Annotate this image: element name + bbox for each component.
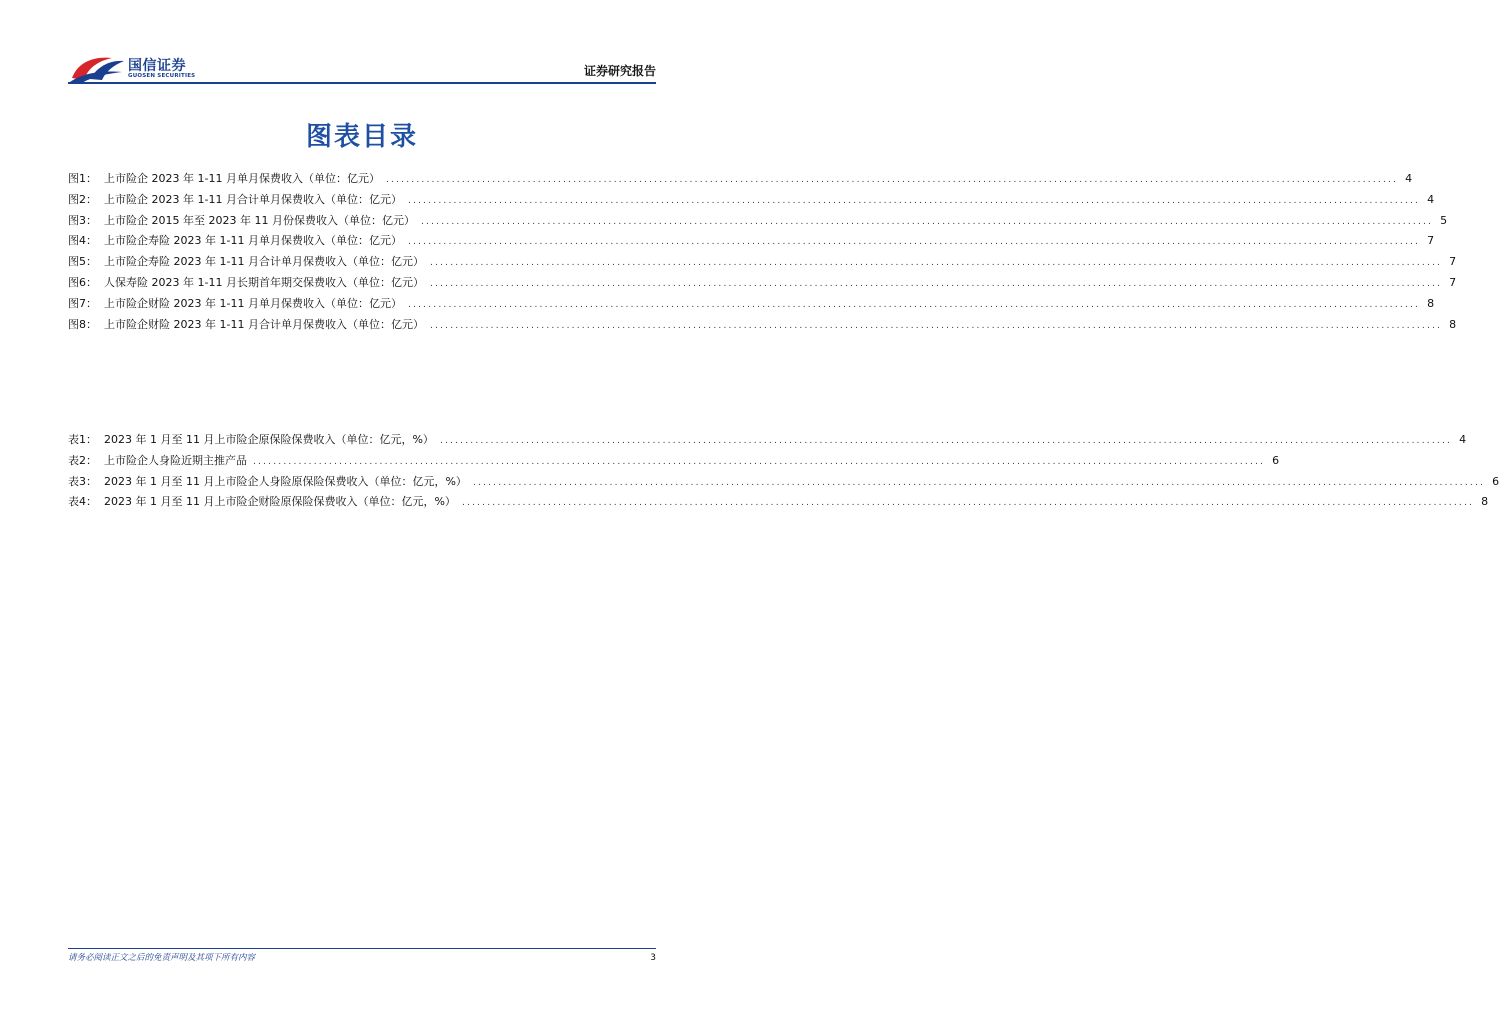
figure-entry[interactable]: [68, 232, 1435, 253]
figure-list: [68, 170, 1457, 336]
report-type-label: 证券研究报告: [583, 64, 656, 78]
dot-leader: ........................................................................................................................................................................................................: [429, 320, 1443, 331]
dot-leader: ........................................................................................................................................................................................................: [407, 195, 1421, 206]
figure-entry-page: 7: [1427, 234, 1435, 248]
figure-entry-page: 4: [1405, 172, 1413, 185]
guosen-logo-icon: [68, 52, 126, 84]
figure-entry-title: 上市险企 2015 年至 2023 年 11 月份保费收入（单位：亿元）: [104, 213, 415, 227]
figure-entry-label: 图8：: [68, 317, 97, 331]
dot-leader: ........................................................................................................................................................................................................: [253, 456, 1266, 467]
logo-chinese-name: 国信证券: [128, 58, 186, 74]
figure-entry[interactable]: [68, 212, 1448, 233]
figure-entry-label: 图2：: [68, 192, 97, 206]
table-entry-page: 8: [1481, 495, 1489, 509]
table-entry-page: 6: [1272, 453, 1280, 467]
figure-entry-title: 上市险企寿险 2023 年 1-11 月单月保费收入（单位：亿元）: [104, 234, 402, 248]
disclaimer-text: 请务必阅读正文之后的免责声明及其项下所有内容: [68, 953, 256, 963]
table-entry-title: 2023 年 1 月至 11 月上市险企原保险保费收入（单位：亿元，%）: [104, 433, 434, 446]
figure-entry-page: 8: [1449, 317, 1457, 331]
table-entry-page: 6: [1492, 474, 1499, 488]
table-entry-title: 2023 年 1 月至 11 月上市险企财险原保险保费收入（单位：亿元，%）: [104, 495, 456, 509]
guosen-logo: [68, 52, 208, 84]
figure-entry[interactable]: [68, 170, 1413, 191]
table-entry-page: 4: [1459, 433, 1467, 446]
table-list: [68, 431, 1499, 514]
figure-entry-title: 上市险企 2023 年 1-11 月单月保费收入（单位：亿元）: [104, 172, 380, 185]
figure-entry-page: 4: [1427, 192, 1435, 206]
figure-entry-label: 图1：: [68, 172, 97, 185]
figure-entry-title: 人保寿险 2023 年 1-11 月长期首年期交保费收入（单位：亿元）: [104, 275, 424, 289]
dot-leader: ........................................................................................................................................................................................................: [472, 477, 1486, 488]
dot-leader: ........................................................................................................................................................................................................: [439, 436, 1453, 446]
figure-entry[interactable]: [68, 295, 1435, 316]
figure-entry-title: 上市险企财险 2023 年 1-11 月单月保费收入（单位：亿元）: [104, 296, 402, 310]
table-entry-label: 表4：: [68, 495, 97, 509]
dot-leader: ........................................................................................................................................................................................................: [407, 237, 1421, 248]
footer-divider: [68, 948, 656, 949]
figure-entry-label: 图5：: [68, 255, 97, 269]
figure-entry-title: 上市险企寿险 2023 年 1-11 月合计单月保费收入（单位：亿元）: [104, 255, 424, 269]
table-entry-label: 表1：: [68, 433, 97, 446]
dot-leader: ........................................................................................................................................................................................................: [461, 498, 1475, 509]
page-header: [68, 50, 656, 86]
table-entry-label: 表2：: [68, 453, 97, 467]
figure-entry-page: 5: [1440, 213, 1448, 227]
dot-leader: ........................................................................................................................................................................................................: [429, 258, 1443, 269]
table-entry-label: 表3：: [68, 474, 97, 488]
table-entry[interactable]: [68, 431, 1467, 452]
figure-entry[interactable]: [68, 253, 1457, 274]
figure-entry[interactable]: [68, 274, 1457, 295]
figure-entry-label: 图4：: [68, 234, 97, 248]
table-entry[interactable]: [68, 473, 1499, 494]
table-entry-title: 上市险企人身险近期主推产品: [104, 453, 247, 467]
table-entry[interactable]: [68, 493, 1489, 514]
page-number: 3: [650, 953, 656, 963]
dot-leader: ........................................................................................................................................................................................................: [385, 175, 1399, 185]
figure-entry-page: 8: [1427, 296, 1435, 310]
table-entry[interactable]: [68, 452, 1280, 473]
figure-entry-label: 图3：: [68, 213, 97, 227]
dot-leader: ........................................................................................................................................................................................................: [407, 299, 1421, 310]
table-entry-title: 2023 年 1 月至 11 月上市险企人身险原保险保费收入（单位：亿元，%）: [104, 474, 467, 488]
toc-title: 图表目录: [305, 122, 418, 152]
figure-entry-page: 7: [1449, 255, 1457, 269]
header-divider: [68, 82, 656, 84]
figure-entry-title: 上市险企财险 2023 年 1-11 月合计单月保费收入（单位：亿元）: [104, 317, 424, 331]
logo-english-name: GUOSEN SECURITIES: [128, 73, 196, 79]
figure-entry-title: 上市险企 2023 年 1-11 月合计单月保费收入（单位：亿元）: [104, 192, 402, 206]
dot-leader: ........................................................................................................................................................................................................: [420, 216, 1434, 227]
figure-entry[interactable]: [68, 316, 1457, 337]
dot-leader: ........................................................................................................................................................................................................: [429, 278, 1443, 289]
figure-entry-page: 7: [1449, 275, 1457, 289]
figure-entry[interactable]: [68, 191, 1435, 212]
figure-entry-label: 图7：: [68, 296, 97, 310]
figure-entry-label: 图6：: [68, 275, 97, 289]
